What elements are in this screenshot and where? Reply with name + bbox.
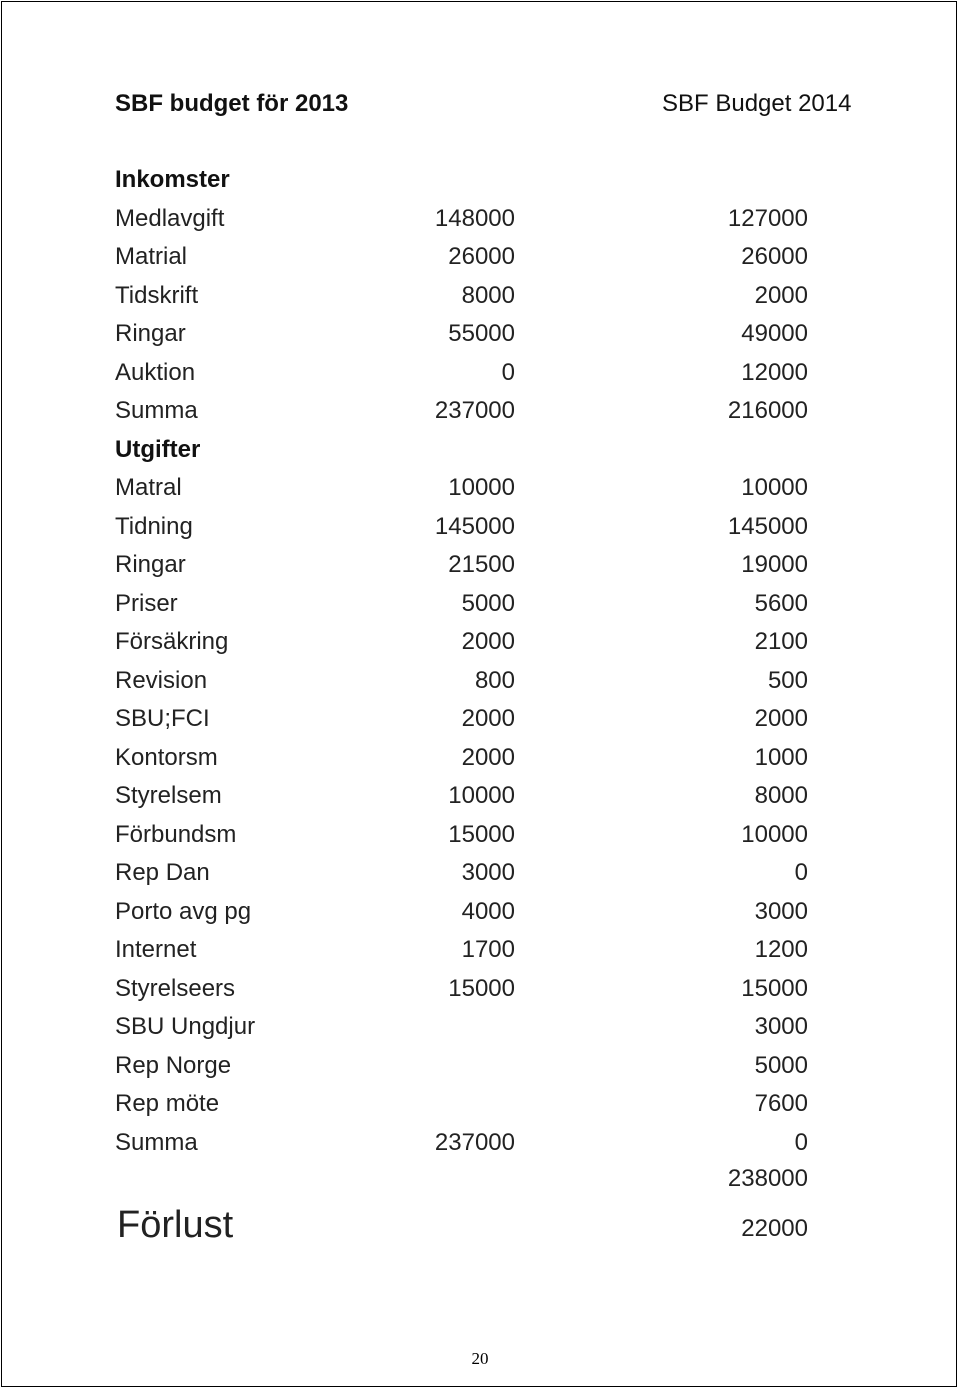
value-2013: 237000 [434,1128,515,1156]
value-2013: 21500 [448,551,515,578]
budget-row [0,469,960,508]
value-2013: 2000 [461,628,515,655]
budget-row [0,546,960,585]
section-heading-row [0,161,960,200]
row-label: Försäkring [115,628,229,655]
budget-row [0,777,960,816]
row-label: Rep Norge [115,1051,232,1079]
value-2013: 4000 [461,897,515,925]
budget-row [0,623,960,662]
row-label: SBU;FCI [115,705,210,732]
value-2013: 26000 [448,243,515,270]
value-2014: 10000 [741,474,808,501]
value-2014: 216000 [727,397,808,424]
value-2014: 5600 [754,589,808,617]
value-2014: 2000 [754,705,808,732]
budget-2014-heading: SBF Budget 2014 [662,90,852,117]
total-2014-value: 238000 [727,1165,808,1192]
value-2014: 0 [794,859,808,886]
row-label: Internet [115,936,197,963]
page-number: 20 [471,1349,489,1368]
forlust-value: 22000 [741,1215,808,1242]
section-heading-row [0,431,960,470]
value-2013: 15000 [448,974,515,1002]
budget-row [0,1047,960,1086]
budget-row [0,700,960,739]
budget-row [0,1085,960,1124]
value-2014: 0 [794,1128,808,1156]
section-heading: Inkomster [115,166,230,193]
value-2014: 26000 [741,243,808,270]
value-2013: 0 [501,358,515,386]
value-2014: 1000 [754,743,808,771]
value-2013: 10000 [448,782,515,809]
value-2013: 237000 [434,397,515,424]
row-label: Ringar [115,551,186,578]
value-2013: 10000 [448,474,515,501]
value-2013: 148000 [434,204,515,232]
value-2014: 49000 [741,320,808,347]
budget-row [0,238,960,277]
budget-table [0,161,960,1162]
budget-row [0,970,960,1009]
row-label: Styrelsem [115,782,222,809]
row-label: Ringar [115,320,186,347]
budget-row [0,508,960,547]
budget-row [0,931,960,970]
row-label: Auktion [115,358,196,386]
value-2013: 15000 [448,820,515,848]
value-2014: 500 [767,666,808,694]
value-2014: 127000 [727,204,808,232]
value-2014: 10000 [741,820,808,848]
value-2014: 3000 [754,1013,808,1040]
value-2014: 5000 [754,1051,808,1079]
row-label: Medlavgift [115,204,225,232]
budget-row [0,200,960,239]
value-2014: 2100 [754,628,808,655]
value-2014: 2000 [754,281,808,309]
row-label: Rep möte [115,1090,220,1117]
value-2013: 2000 [461,705,515,732]
budget-row [0,893,960,932]
row-label: Kontorsm [115,743,218,771]
row-label: Tidskrift [115,281,199,309]
budget-row [0,1124,960,1163]
budget-row [0,739,960,778]
value-2014: 145000 [727,512,808,540]
budget-row [0,854,960,893]
row-label: Revision [115,666,208,694]
budget-2013-heading: SBF budget för 2013 [115,90,349,117]
budget-row [0,662,960,701]
value-2013: 3000 [461,859,515,886]
budget-row [0,315,960,354]
row-label: Rep Dan [115,859,210,886]
row-label: Summa [115,397,198,424]
value-2013: 5000 [461,589,515,617]
budget-row [0,1008,960,1047]
budget-row [0,392,960,431]
value-2013: 55000 [448,320,515,347]
budget-row [0,585,960,624]
forlust-label: Förlust [117,1204,234,1246]
value-2014: 1200 [754,936,808,963]
value-2014: 8000 [754,782,808,809]
budget-row [0,354,960,393]
value-2014: 3000 [754,897,808,925]
value-2013: 1700 [461,936,515,963]
row-label: Matral [115,474,182,501]
row-label: SBU Ungdjur [115,1013,256,1040]
row-label: Summa [115,1128,198,1156]
value-2014: 12000 [741,358,808,386]
value-2013: 145000 [434,512,515,540]
value-2014: 7600 [754,1090,808,1117]
row-label: Porto avg pg [115,897,252,925]
value-2013: 8000 [461,281,515,309]
budget-row [0,277,960,316]
value-2013: 800 [474,666,515,694]
row-label: Styrelseers [115,974,236,1002]
row-label: Matrial [115,243,188,270]
value-2014: 19000 [741,551,808,578]
row-label: Priser [115,589,178,617]
value-2013: 2000 [461,743,515,771]
value-2014: 15000 [741,974,808,1002]
row-label: Förbundsm [115,820,237,848]
row-label: Tidning [115,512,193,540]
budget-row [0,816,960,855]
section-heading: Utgifter [115,435,201,463]
